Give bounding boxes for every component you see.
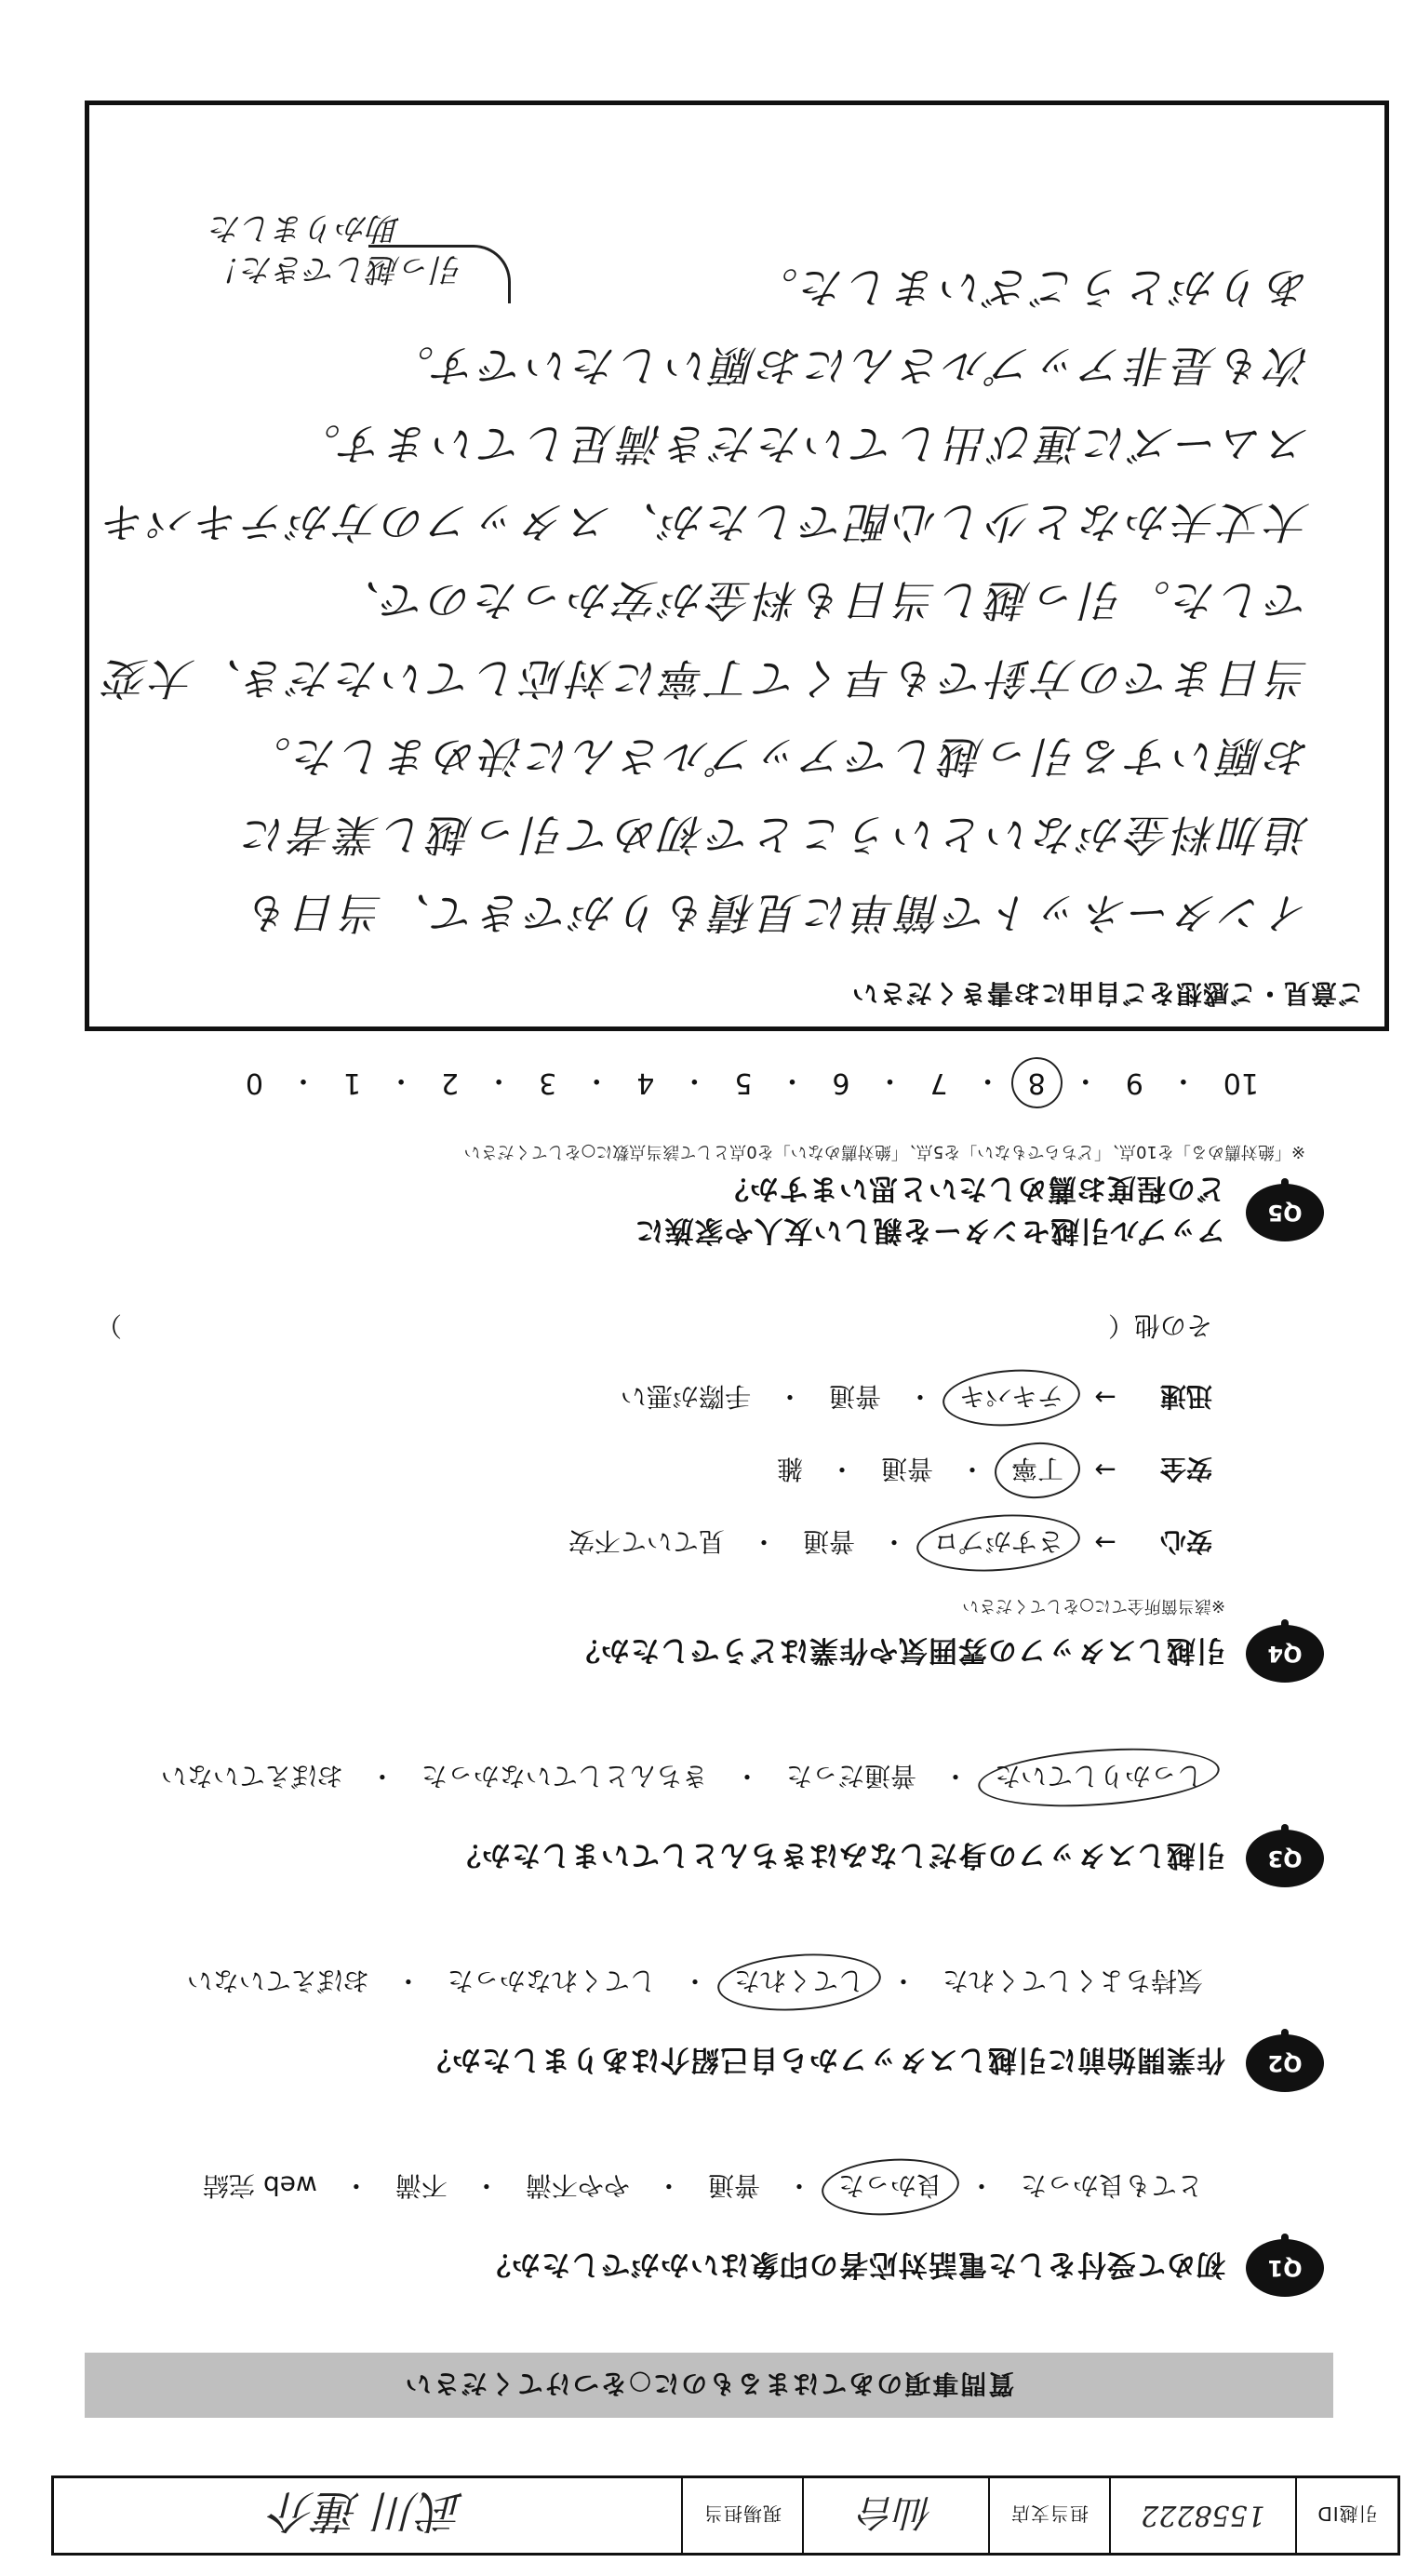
q4-row-label: 安全 [1159, 1454, 1212, 1484]
instruction-band: 質問事項のあてはまるものに○をつけてください [85, 2353, 1333, 2418]
q1-option[interactable]: やや不満 [525, 2170, 630, 2201]
id-label: 引越ID [1295, 2478, 1397, 2553]
comment-box[interactable] [85, 101, 1389, 1031]
q4-option[interactable]: 普通 [880, 1454, 933, 1484]
q1-text: 初めて受付をした電話対応者の印象はいかがでしたか？ [481, 2247, 1225, 2282]
q4-option-selected[interactable]: 丁寧 [1002, 1450, 1073, 1491]
q4-option[interactable]: 手際が悪い [620, 1381, 751, 1412]
q2-options: 気持ちよくしてくれた ・ してくれた ・ してくれなかった ・ おぼえていない [77, 1962, 1212, 2003]
q5-note: ※「絶対薦める」を10点、「どちらでもない」を5点、「絶対薦めない」を0点として該当点数に○をしてください [463, 1142, 1305, 1161]
comment-line: インターネットで簡単に見積もりができて、当日も [245, 888, 1310, 938]
q1-option[interactable]: 普通 [707, 2170, 760, 2201]
q1-options: とても良かった ・ 良かった ・ 普通 ・ やや不満 ・ 不満 ・ web 完結 [77, 2167, 1212, 2207]
q4-option[interactable]: 見ていて不安 [568, 1526, 725, 1557]
q4-other-row [77, 1308, 1212, 1346]
question-5 [77, 1063, 1324, 1254]
question-2 [77, 1962, 1324, 2092]
q4-row-jinsoku: 迅速 → テキパキ ・ 普通 ・ 手際が悪い [77, 1377, 1212, 1418]
q5-score[interactable]: 0 [245, 1067, 263, 1100]
q1-option[interactable]: 不満 [394, 2170, 448, 2201]
question-3 [77, 1757, 1324, 1887]
q2-option[interactable]: してくれなかった [447, 1966, 656, 1996]
q4-other-label: その他（ [1107, 1310, 1212, 1341]
q4-other-close: ） [95, 1310, 122, 1341]
q1-option-selected[interactable]: 良かった [829, 2167, 952, 2207]
arrow-icon: → [1094, 1382, 1116, 1414]
q2-text: 作業開始前に引越しスタッフから自己紹介はありましたか？ [421, 2043, 1225, 2077]
q3-text: 引越しスタッフの身だしなみはきちんとしていましたか？ [451, 1838, 1225, 1872]
q4-row-label: 安心 [1159, 1526, 1212, 1557]
q5-score[interactable]: 9 [1125, 1067, 1143, 1100]
q1-option[interactable]: web 完結 [203, 2170, 317, 2201]
arrow-icon: → [1094, 1455, 1116, 1486]
q3-option[interactable]: きちんとしていなかった [421, 1761, 708, 1791]
q4-note: ※該当箇所全てに○をしてください [962, 1596, 1225, 1616]
q4-option[interactable]: 普通 [802, 1526, 855, 1557]
q5-score[interactable]: 3 [539, 1067, 557, 1100]
q3-option-selected[interactable]: しっかりしていた [985, 1757, 1212, 1798]
q5-score[interactable]: 10 [1223, 1067, 1259, 1100]
comment-line: スムーズに運び出していただき満足しています。 [294, 419, 1310, 469]
q4-row-label: 迅速 [1159, 1381, 1212, 1412]
q1-badge: Q1 [1246, 2239, 1324, 2297]
q5-score[interactable]: 5 [734, 1067, 753, 1100]
question-4 [77, 1308, 1324, 1683]
id-value: 1558222 [1109, 2478, 1295, 2553]
q3-badge: Q3 [1246, 1830, 1324, 1887]
q1-option[interactable]: とても良かった [1020, 2170, 1203, 2201]
question-1 [77, 2167, 1324, 2297]
leader-value: 武川 蓮介 [271, 2485, 464, 2538]
comment-line: 大丈夫かなと少し心配でしたが、スタッフの方がテキパキ [100, 497, 1310, 547]
bubble-line1: 引っ越しできた！ [210, 250, 463, 288]
q4-option-selected[interactable]: さすがプロ [924, 1523, 1073, 1563]
q5-text-line2: どの程度お薦めしたいと思いますか？ [719, 1172, 1225, 1205]
q3-option[interactable]: おぼえていない [160, 1761, 343, 1791]
q5-score[interactable]: 4 [636, 1067, 655, 1100]
q2-option[interactable]: 気持ちよくしてくれた [942, 1966, 1203, 1996]
handwritten-comment [100, 248, 1310, 952]
comment-line: ありがとうございました。 [752, 262, 1310, 313]
q4-option-selected[interactable]: テキパキ [950, 1377, 1073, 1418]
q5-text-line1: アップル引越センターを親しい友人や家族に [634, 1214, 1225, 1247]
comment-title: ご意見・ご感想をご自由にお書きください [850, 978, 1364, 1009]
q5-scale: 10 ・ 9 ・ 8 ・ 7 ・ 6 ・ 5 ・ 4 ・ 3 ・ 2 ・ 1 ・ 0 [77, 1063, 1268, 1104]
q2-option-selected[interactable]: してくれた [725, 1962, 874, 2003]
comment-line: 次も是非アップルさんにお願いしたいです。 [387, 341, 1310, 391]
q4-row-anzen: 安全 → 丁寧 ・ 普通 ・ 雑 [77, 1450, 1212, 1491]
comment-line: 追加料金がないということで初めて引っ越し業者に [240, 810, 1310, 860]
q5-score-selected[interactable]: 8 [1019, 1066, 1055, 1102]
header-table [51, 2475, 1400, 2556]
q5-score[interactable]: 2 [441, 1067, 460, 1100]
q5-text [635, 1171, 1225, 1254]
comment-line: でした。引っ越し当日も料金が安かったので、 [333, 575, 1310, 625]
arrow-icon: → [1094, 1527, 1116, 1559]
q5-score[interactable]: 1 [342, 1067, 362, 1100]
comment-line: お願いする引っ越しでアップルさんに決めました。 [245, 731, 1310, 782]
branch-label: 担当支店 [988, 2478, 1109, 2553]
q5-score[interactable]: 7 [929, 1067, 948, 1100]
leader-label: 現場担当 [681, 2478, 802, 2553]
q4-row-anshin: 安心 → さすがプロ ・ 普通 ・ 見ていて不安 [77, 1523, 1212, 1563]
q5-score[interactable]: 6 [832, 1067, 850, 1100]
q4-badge: Q4 [1246, 1625, 1324, 1683]
q4-option[interactable]: 雑 [776, 1454, 803, 1484]
q5-badge: Q5 [1246, 1184, 1324, 1241]
q3-options: しっかりしていた ・ 普通だった ・ きちんとしていなかった ・ おぼえていない [77, 1757, 1212, 1798]
q4-option[interactable]: 普通 [828, 1381, 881, 1412]
q4-text: 引越しスタッフの雰囲気や作業はどうでしたか？ [570, 1633, 1225, 1668]
branch-value: 仙台 [802, 2478, 988, 2553]
q2-option[interactable]: おぼえていない [186, 1966, 369, 1996]
q2-badge: Q2 [1246, 2034, 1324, 2092]
comment-line: 当日までの方針でも早くて丁寧に対応していただき、大変 [101, 653, 1310, 704]
q3-option[interactable]: 普通だった [785, 1761, 916, 1791]
bubble-line2: 助かりました [210, 209, 400, 247]
speech-bubble [210, 208, 463, 289]
